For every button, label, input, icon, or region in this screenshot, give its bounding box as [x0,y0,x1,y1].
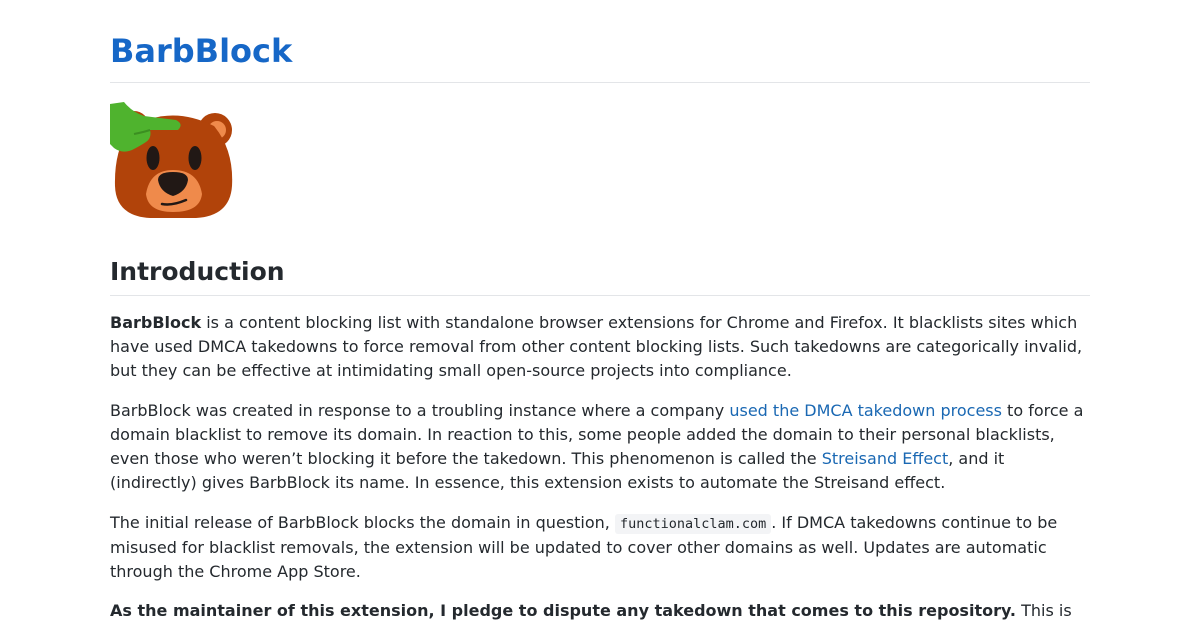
dmca-takedown-link[interactable]: used the DMCA takedown process [729,401,1002,420]
page [110,0,1090,630]
paragraph-text: to force a domain blacklist to remove its domain. In reaction to this, some people added the domain to their personal blacklists, even those who weren’t blocking it before the takedown. This phenomenon is called the [110,401,1084,468]
paragraph-text: . If DMCA takedowns continue to be misused for blacklist removals, the extension will be updated to cover other domains as well. Updates are automatic through the Chrome App Store. [110,513,1058,581]
bear-left-eye [147,146,160,170]
paragraph-text: is a content blocking list with standalone browser extensions for Chrome and Firefox. It blacklists sites which have used DMCA takedowns to force removal from other content blocking lists. Such takedowns are categorically invalid, but they can be effective at intimidating small open-source projects into compliance. [110,313,1083,380]
header-divider [110,82,1090,83]
paragraph-text: , and it (indirectly) gives BarbBlock its name. In essence, this extension exists to automate the Streisand effect. [110,449,1005,492]
section-divider [110,295,1090,296]
paragraph-origin [110,399,1090,495]
bold-pledge: As the maintainer of this extension, I pledge to dispute any takedown that comes to this repository. [110,601,1017,620]
paragraph-text: BarbBlock was created in response to a troubling instance where a company [110,401,730,420]
bear-right-eye [189,146,202,170]
bear-with-pointing-hand-icon [110,100,236,220]
paragraph-text: This is [1016,601,1072,620]
streisand-effect-link[interactable]: Streisand Effect [821,449,949,468]
domain-code: functionalclam.com [615,514,771,534]
paragraph-initial-release [110,511,1090,584]
paragraph-text: The initial release of BarbBlock blocks the domain in question, [110,513,615,532]
site-title-link[interactable]: BarbBlock [110,32,293,70]
paragraph-description [110,311,1090,383]
paragraph-pledge [110,599,1090,623]
bold-product-name: BarbBlock [110,313,202,332]
section-heading-introduction: Introduction [110,257,285,286]
